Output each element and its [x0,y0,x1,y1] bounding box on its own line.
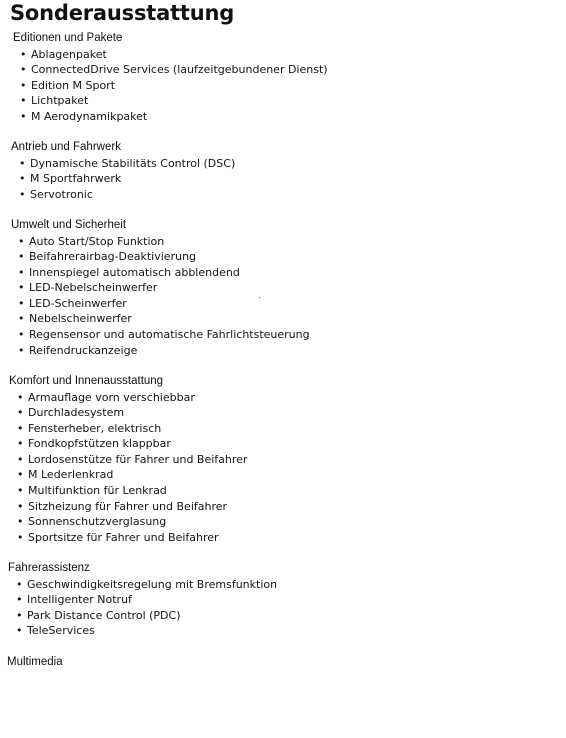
item-label: Sonnenschutzverglasung [28,515,167,529]
list-item [0,171,560,187]
item-label: Ablagenpaket [31,47,107,61]
list-item [0,280,560,296]
item-label: Innenspiegel automatisch abblendend [29,265,240,279]
item-label: Lordosenstütze für Fahrer und Beifahrer [28,452,248,466]
bullet-icon: • [17,452,24,466]
section-heading: Multimedia [7,656,63,668]
list-item [0,311,560,327]
list-item [0,156,560,172]
section-heading: Komfort und Innenausstattung [9,375,164,387]
bullet-icon: • [16,608,23,622]
item-list [0,234,560,359]
bullet-icon: • [18,296,25,310]
bullet-icon: • [17,437,24,451]
list-item [0,421,560,437]
list-item [0,78,560,94]
item-list [0,390,560,546]
item-label: Fensterheber, elektrisch [28,421,162,435]
bullet-icon: • [18,312,25,326]
bullet-icon: • [19,156,26,170]
list-item [0,452,560,468]
item-label: Beifahrerairbag-Deaktivierung [29,250,197,264]
item-label: M Lederlenkrad [28,468,114,482]
bullet-icon: • [17,421,24,435]
item-label: Sportsitze für Fahrer und Beifahrer [28,530,219,544]
section-heading: Editionen und Pakete [13,32,123,44]
bullet-icon: • [18,250,25,264]
bullet-icon: • [16,624,23,638]
item-label: Multifunktion für Lenkrad [28,484,167,498]
bullet-icon: • [17,515,24,529]
section-antrieb-und-fahrwerk [0,140,560,202]
item-list [0,47,560,125]
list-item [0,483,560,499]
item-label: Geschwindigkeitsregelung mit Bremsfunktion [27,577,278,591]
list-item [0,187,560,203]
bullet-icon: • [17,468,24,482]
item-label: LED-Nebelscheinwerfer [29,281,158,295]
bullet-icon: • [18,343,25,357]
bullet-icon: • [16,593,23,607]
list-item [0,530,560,546]
list-item [0,109,560,125]
section-fahrerassistenz [0,561,560,639]
bullet-icon: • [20,109,27,123]
list-item [0,390,560,406]
item-label: Sitzheizung für Fahrer und Beifahrer [28,499,228,513]
list-item [0,623,560,639]
item-label: Armauflage vorn verschiebbar [28,390,195,404]
bullet-icon: • [20,63,27,77]
item-label: Auto Start/Stop Funktion [29,234,165,248]
list-item [0,499,560,515]
section-umwelt-und-sicherheit [0,218,560,358]
item-label: M Aerodynamikpaket [31,109,148,123]
list-item [0,249,560,265]
bullet-icon: • [20,94,27,108]
bullet-icon: • [20,78,27,92]
bullet-icon: • [19,187,26,201]
list-item [0,514,560,530]
bullet-icon: • [17,390,24,404]
list-item [0,296,560,312]
item-label: Servotronic [30,187,93,201]
item-label: Durchladesystem [28,406,125,420]
bullet-icon: • [18,281,25,295]
list-item [0,265,560,281]
bullet-icon: • [20,47,27,61]
list-item [0,405,560,421]
bullet-icon: • [17,530,24,544]
item-list [0,156,560,203]
list-item [0,592,560,608]
list-item [0,577,560,593]
list-item [0,62,560,78]
bullet-icon: • [17,499,24,513]
section-multimedia [0,655,560,671]
item-label: TeleServices [27,624,95,638]
item-label: LED-Scheinwerfer [29,296,127,310]
item-label: ConnectedDrive Services (laufzeitgebundener Dienst) [31,63,328,77]
scan-speck [259,297,260,298]
bullet-icon: • [18,234,25,248]
item-label: Lichtpaket [31,94,89,108]
list-item [0,327,560,343]
list-item [0,467,560,483]
bullet-icon: • [19,172,26,186]
list-item [0,234,560,250]
section-komfort-und-innenausstattung [0,374,560,545]
item-label: Reifendruckanzeige [29,343,138,357]
bullet-icon: • [16,577,23,591]
item-label: M Sportfahrwerk [30,172,122,186]
list-item [0,343,560,359]
item-label: Park Distance Control (PDC) [27,608,181,622]
section-heading: Umwelt und Sicherheit [11,219,127,231]
section-heading: Fahrerassistenz [8,562,90,574]
item-label: Edition M Sport [31,78,116,92]
list-item [0,47,560,63]
page-title: Sonderausstattung [10,1,235,25]
item-label: Regensensor und automatische Fahrlichtsteuerung [29,328,310,342]
item-label: Dynamische Stabilitäts Control (DSC) [30,156,236,170]
list-item [0,608,560,624]
list-item [0,436,560,452]
item-label: Fondkopfstützen klappbar [28,437,171,451]
item-label: Intelligenter Notruf [27,593,132,607]
section-heading: Antrieb und Fahrwerk [11,141,121,153]
bullet-icon: • [17,406,24,420]
list-item [0,93,560,109]
bullet-icon: • [17,484,24,498]
item-list [0,577,560,639]
bullet-icon: • [18,265,25,279]
bullet-icon: • [18,328,25,342]
item-label: Nebelscheinwerfer [29,312,132,326]
section-editionen-und-pakete [0,31,560,124]
